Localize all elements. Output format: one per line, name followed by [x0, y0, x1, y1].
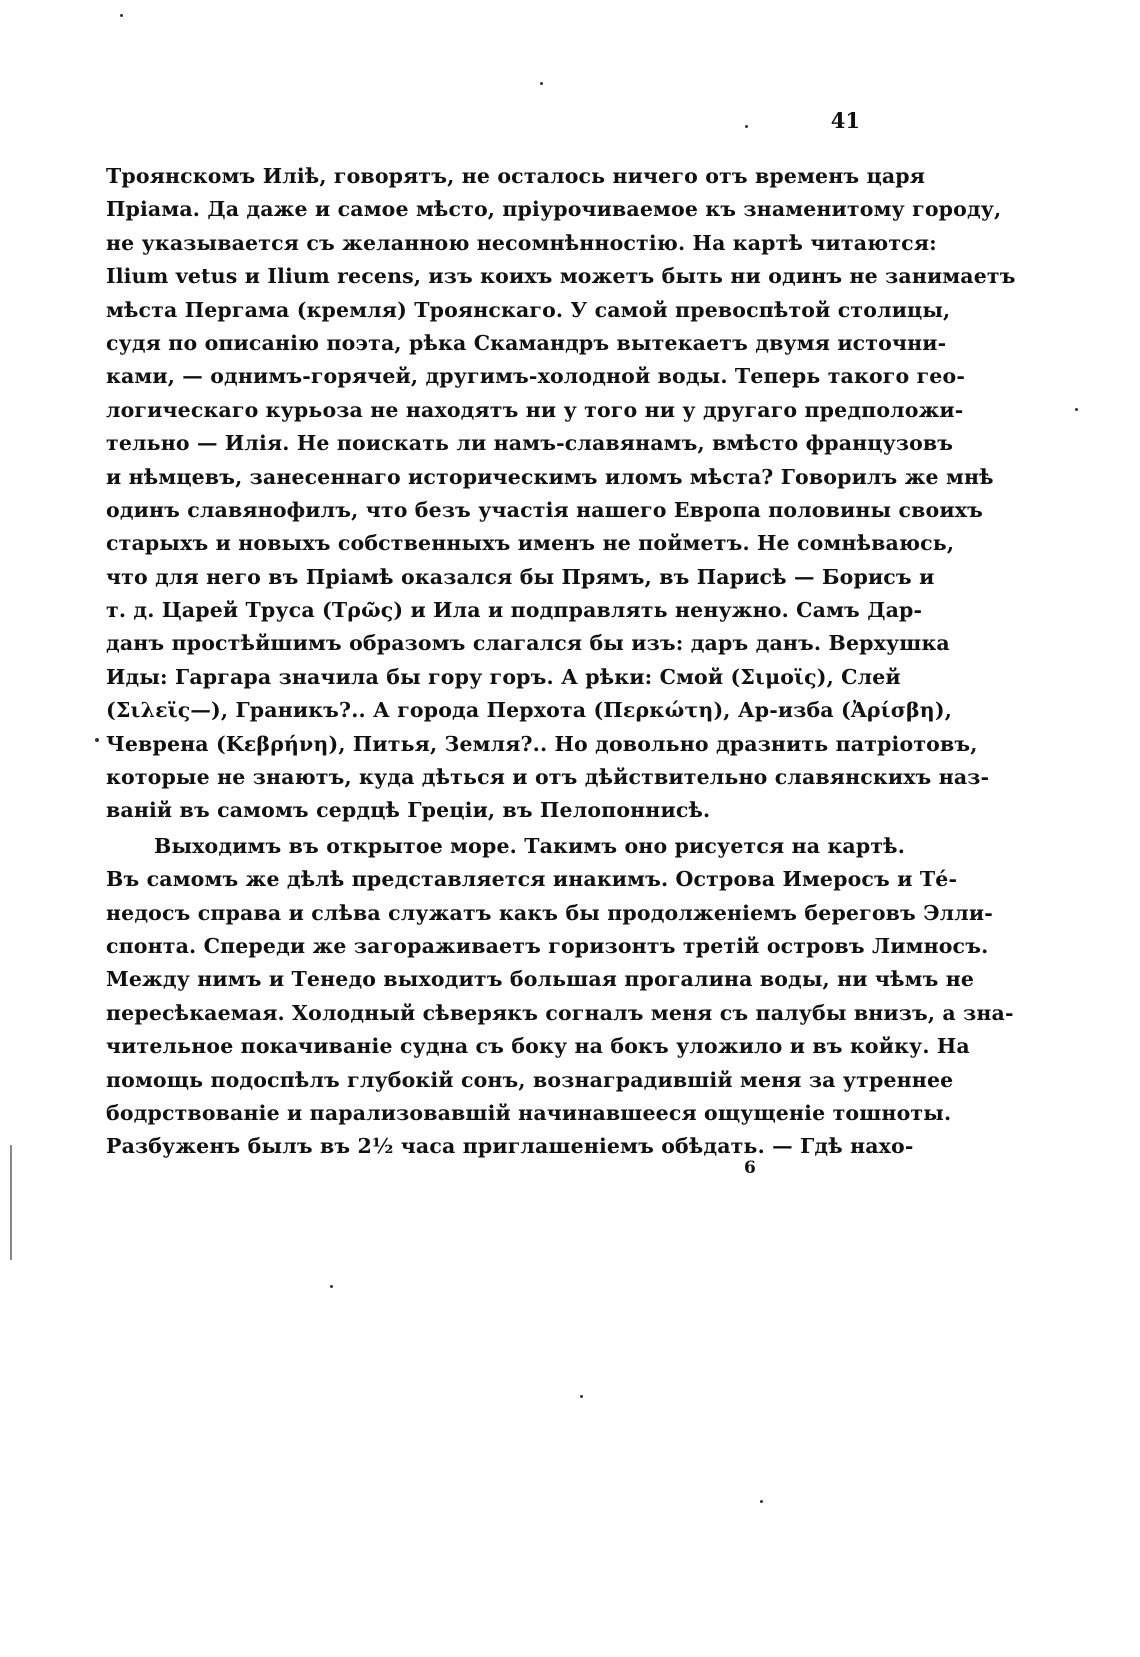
- scan-speck: [95, 738, 99, 742]
- text-line: спонта. Спереди же загораживаетъ горизонтъ третій островъ Лимносъ.: [106, 933, 989, 958]
- text-line: старыхъ и новыхъ собственныхъ именъ не пойметъ. Не сомнѣваюсь,: [106, 531, 955, 556]
- paragraph: [106, 830, 1014, 1164]
- scan-speck: [745, 125, 748, 128]
- text-line: Ilium vetus и Ilium recens, изъ коихъ можетъ быть ни одинъ не занимаетъ: [106, 264, 1016, 289]
- signature-mark: 6: [744, 1158, 756, 1178]
- text-line: Въ самомъ же дѣлѣ представляется инакимъ. Острова Имеросъ и Тé-: [106, 867, 958, 892]
- paragraph: [106, 160, 1016, 828]
- text-line: ваній въ самомъ сердцѣ Греціи, въ Пелопоннисѣ.: [106, 798, 711, 823]
- text-line: мѣста Пергама (кремля) Троянскаго. У самой превоспѣтой столицы,: [106, 297, 951, 322]
- text-line: логическаго курьоза не находятъ ни у того ни у другаго предположи-: [106, 397, 964, 422]
- text-line: одинъ славянофилъ, что безъ участія нашего Европа половины своихъ: [106, 497, 983, 522]
- scan-speck: [330, 1285, 333, 1288]
- text-line: бодрствованіе и парализовавшій начинавшееся ощущеніе тошноты.: [106, 1100, 952, 1125]
- text-line: пересѣкаемая. Холодный сѣверякъ согналъ меня съ палубы внизъ, а зна-: [106, 1000, 1014, 1025]
- text-line: Разбуженъ былъ въ 2½ часа приглашеніемъ обѣдать. — Гдѣ нахо-: [106, 1134, 914, 1159]
- text-line: Выходимъ въ открытое море. Такимъ оно рисуется на картѣ.: [154, 833, 906, 858]
- text-line: недосъ справа и слѣва служатъ какъ бы продолженіемъ береговъ Элли-: [106, 900, 993, 925]
- text-line: ками, — однимъ-горячей, другимъ-холодной воды. Теперь такого гео-: [106, 364, 965, 389]
- scan-speck: [120, 14, 123, 17]
- text-line: помощь подоспѣлъ глубокій сонъ, вознаградившій меня за утреннее: [106, 1067, 954, 1092]
- text-line: чительное покачиваніе судна съ боку на бокъ уложило и въ койку. На: [106, 1034, 970, 1059]
- text-line: судя по описанію поэта, рѣка Скамандръ вытекаетъ двумя источни-: [106, 330, 947, 355]
- text-line: Пріама. Да даже и самое мѣсто, пріурочиваемое къ знаменитому городу,: [106, 197, 1002, 222]
- text-line: и нѣмцевъ, занесеннаго историческимъ иломъ мѣста? Говорилъ же мнѣ: [106, 464, 994, 489]
- scan-speck: [580, 1395, 583, 1398]
- text-line: тельно — Илія. Не поискать ли намъ-славянамъ, вмѣсто французовъ: [106, 431, 954, 456]
- text-line: Троянскомъ Иліѣ, говорятъ, не осталось ничего отъ временъ царя: [106, 164, 926, 188]
- text-body: [106, 160, 1016, 1164]
- text-line: Чеврена (Κεβρήνη), Питья, Земля?.. Но довольно дразнить патріотовъ,: [106, 731, 978, 756]
- scan-speck: [1075, 408, 1078, 411]
- text-line: Иды: Гаргара значила бы гору горъ. А рѣки: Смой (Σιμοϊς), Слей: [106, 664, 901, 689]
- text-line: которые не знаютъ, куда дѣться и отъ дѣйствительно славянскихъ наз-: [106, 765, 990, 790]
- text-line: что для него въ Пріамѣ оказался бы Прямъ, въ Парисѣ — Борисъ и: [106, 564, 935, 589]
- scan-speck: [540, 82, 543, 85]
- page-number: 41: [830, 108, 860, 133]
- text-line: (Σιλεϊς—), Граникъ?.. А города Перхота (Περκώτη), Ар-изба (Ἀρίσβη),: [106, 698, 952, 723]
- scan-speck: [760, 1500, 763, 1503]
- text-line: Между нимъ и Тенедо выходитъ большая прогалина воды, ни чѣмъ не: [106, 967, 975, 992]
- text-line: т. д. Царей Труса (Τρῶς) и Ила и подправлять ненужно. Самъ Дар-: [106, 598, 923, 623]
- scan-edge-mark: [10, 1145, 12, 1260]
- text-line: не указывается съ желанною несомнѣнностію. На картѣ читаются:: [106, 230, 937, 255]
- text-line: данъ простѣйшимъ образомъ слагался бы изъ: даръ данъ. Верхушка: [106, 631, 950, 656]
